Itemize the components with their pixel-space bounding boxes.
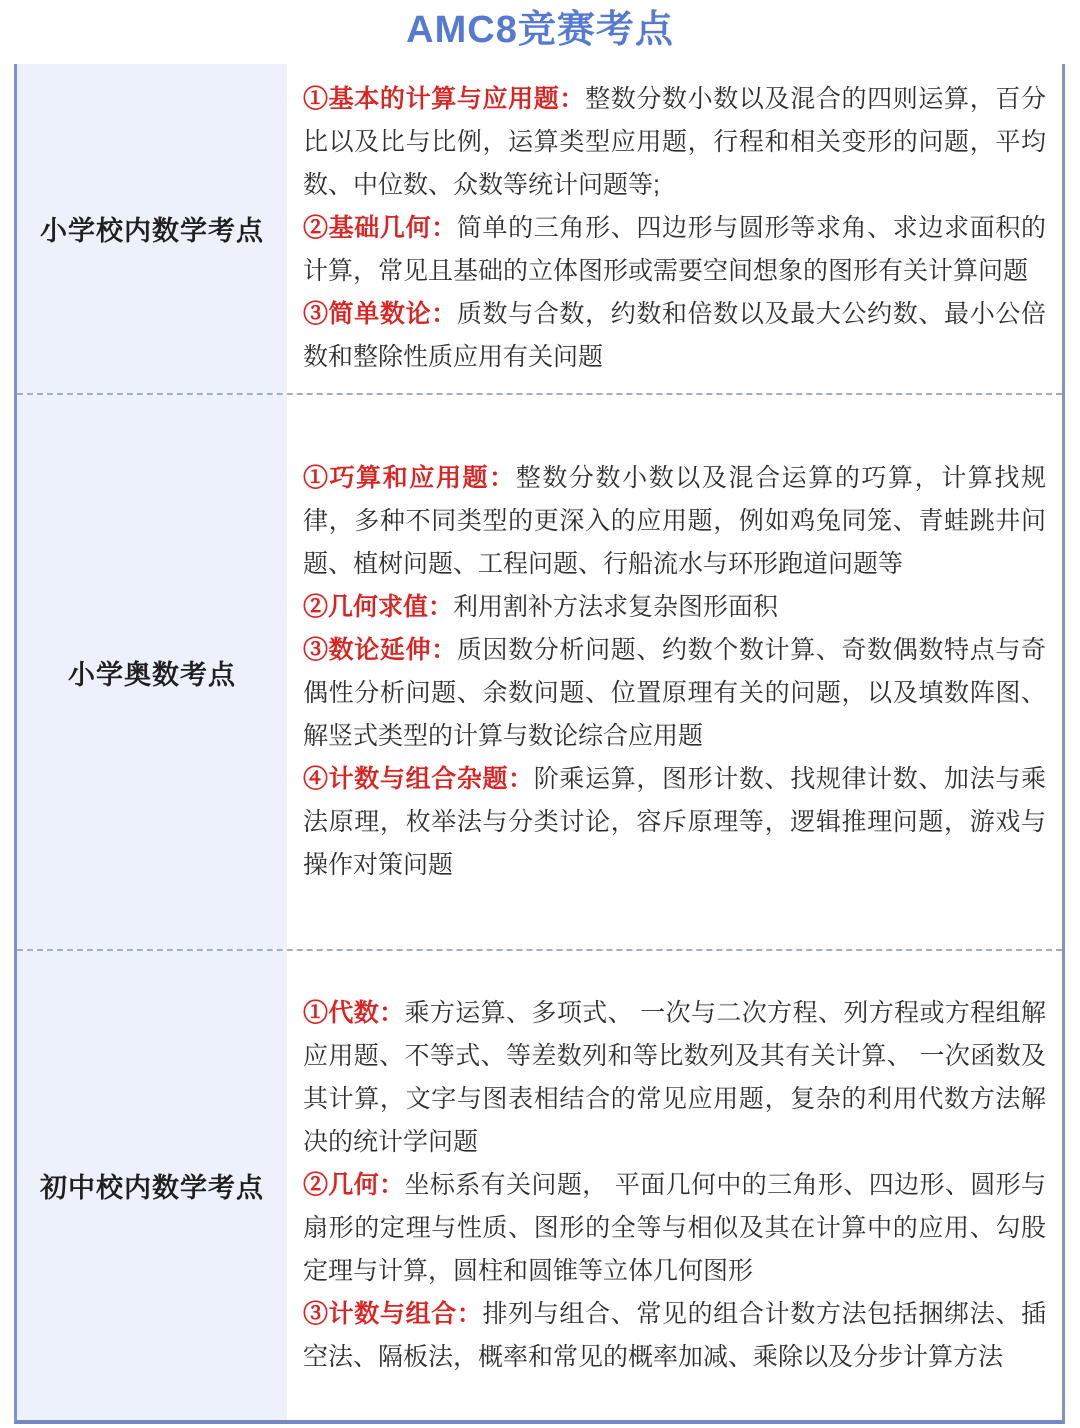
topic-head: ③简单数论： [303,300,457,328]
topic-item [303,78,1046,207]
topic-body: 坐标系有关问题， 平面几何中的三角形、四边形、圆形与扇形的定理与性质、图形的全等与相似及其在计算中的应用、勾股定理与计算，圆柱和圆锥等立体几何图形 [303,1171,1046,1285]
topic-body: 整数分数小数以及混合的四则运算，百分比以及比与比例，运算类型应用题，行程和相关变形的问题，平均数、中位数、众数等统计问题等; [303,85,1046,199]
topic-body: 乘方运算、多项式、 一次与二次方程、列方程或方程组解应用题、不等式、等差数列和等比数列及其有关计算、 一次函数及其计算，文字与图表相结合的常见应用题，复杂的利用代数方法解决的统计学问题 [303,999,1046,1156]
topic-head: ②几何： [303,1171,405,1199]
topic-body: 阶乘运算，图形计数、找规律计数、加法与乘法原理，枚举法与分类讨论，容斥原理等，逻辑推理问题，游戏与操作对策问题 [303,765,1046,879]
topic-item [303,457,1046,586]
topic-head: ④计数与组合杂题： [303,765,534,793]
topic-body: 质因数分析问题、约数个数计算、奇数偶数特点与奇偶性分析问题、余数问题、位置原理有关的问题，以及填数阵图、解竖式类型的计算与数论综合应用题 [303,636,1046,750]
page-title: AMC8竞赛考点 [406,9,674,51]
topic-item [303,629,1046,758]
topic-head: ③数论延伸： [303,636,457,664]
topic-head: ②基础几何： [303,214,457,242]
topic-body: 整数分数小数以及混合运算的巧算，计算找规律，多种不同类型的更深入的应用题，例如鸡兔同笼、青蛙跳井问题、植树问题、工程问题、行船流水与环形跑道问题等 [303,464,1046,578]
row-label: 小学奥数考点 [17,395,287,949]
topic-head: ①代数： [303,999,405,1027]
row-content [287,951,1062,1420]
row-content [287,64,1062,393]
table-row-3 [17,949,1062,1420]
topic-item [303,586,1046,629]
topic-item [303,1293,1046,1379]
exam-points-table [14,64,1065,1424]
topic-head: ①基本的计算与应用题： [303,85,586,113]
topic-head: ③计数与组合： [303,1300,483,1328]
table-row-2 [17,393,1062,949]
topic-body: 简单的三角形、四边形与圆形等求角、求边求面积的计算，常见且基础的立体图形或需要空间想象的图形有关计算问题 [303,214,1046,285]
table-row-1 [17,64,1062,393]
topic-head: ①巧算和应用题： [303,464,516,492]
topic-item [303,1164,1046,1293]
row-label: 小学校内数学考点 [17,64,287,393]
topic-body: 质数与合数，约数和倍数以及最大公约数、最小公倍数和整除性质应用有关问题 [303,300,1046,371]
topic-item [303,758,1046,887]
topic-body: 排列与组合、常见的组合计数方法包括捆绑法、插空法、隔板法，概率和常见的概率加减、乘除以及分步计算方法 [303,1300,1046,1371]
row-label: 初中校内数学考点 [17,951,287,1420]
topic-body: 利用割补方法求复杂图形面积 [453,593,779,621]
topic-item [303,992,1046,1164]
topic-item [303,207,1046,293]
topic-head: ②几何求值： [303,593,454,621]
row-content [287,395,1062,949]
topic-item [303,293,1046,379]
